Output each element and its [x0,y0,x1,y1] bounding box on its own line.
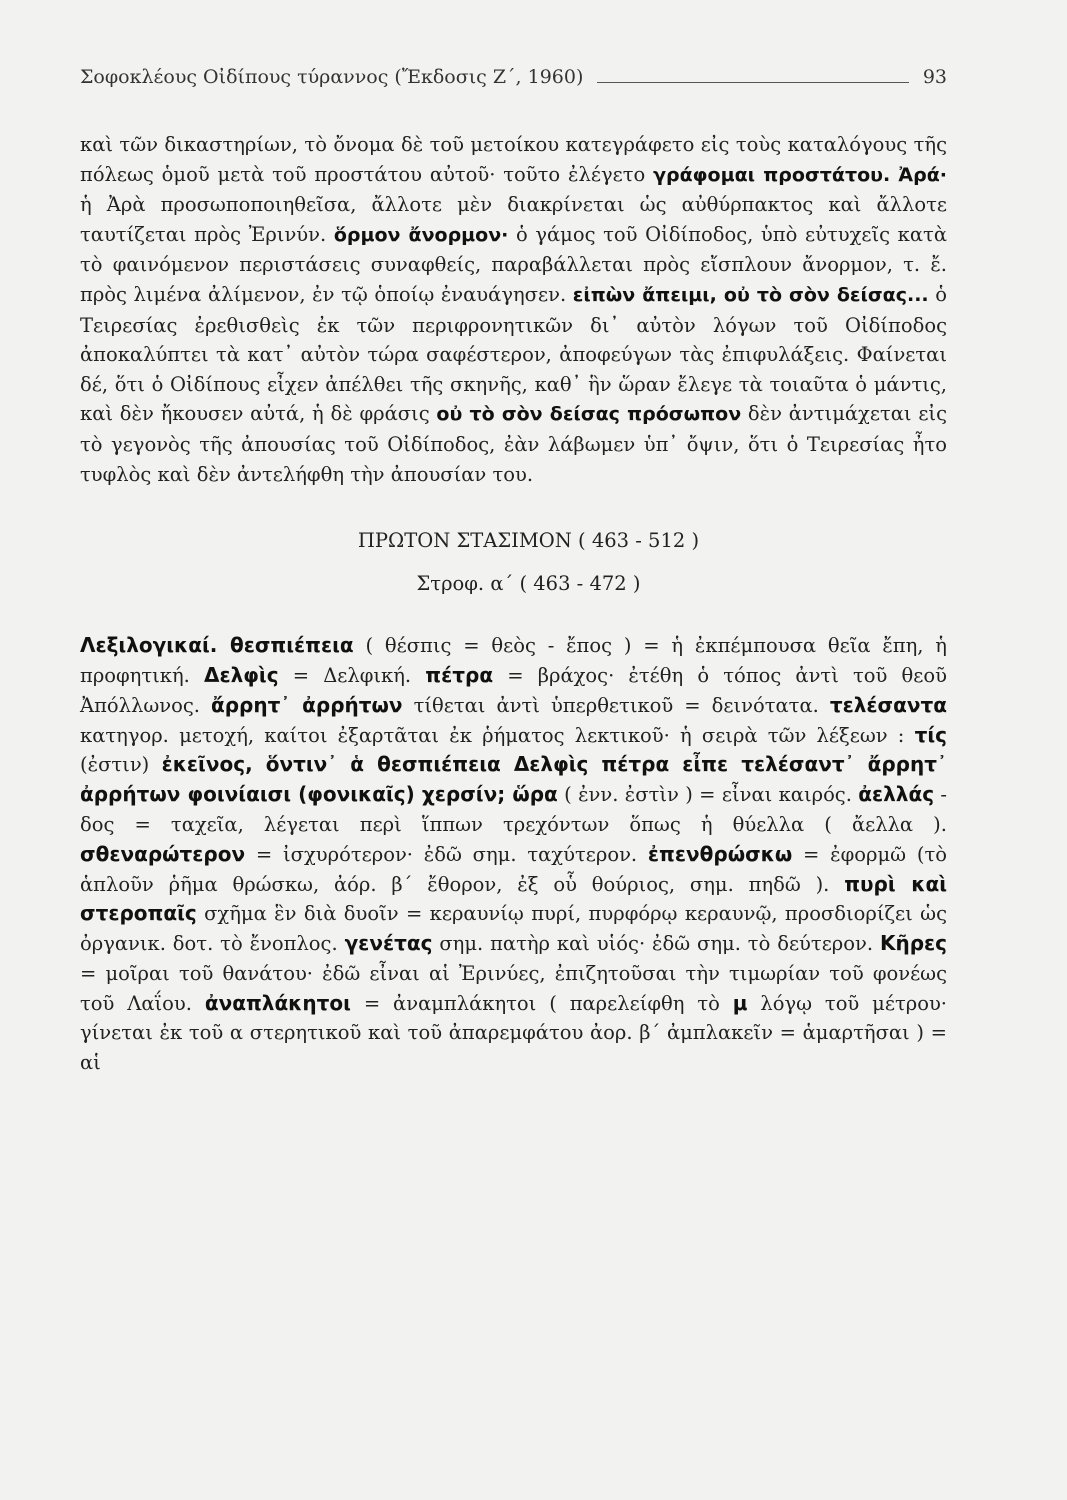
lemma: τίς [914,722,947,747]
strophe-title: Στροφ. α΄ ( 463 - 472 ) [416,572,641,596]
lemma: οὐ τὸ σὸν δείσας πρόσωπον [436,403,742,426]
text-span: ( ἐνν. ἐστὶν ) = εἶναι καιρός. [557,783,859,807]
lemma: ἀναπλάκητοι [204,990,351,1015]
running-header [80,58,947,88]
text-span: (ἐστιν) [80,753,162,777]
lemma: σθεναρώτερον [80,841,246,866]
commentary-paragraph-2 [80,631,947,1078]
text-span: ( θέσπις = θεὸς - ἔπος ) = ἡ ἐκπέμπουσα θεῖα ἔπη, ἡ προφητική. [80,634,947,687]
text-span: δὲν ἀντιμάχεται εἰς τὸ γεγονὸς τῆς ἀπουσίας τοῦ Οἰδίποδος, ἐὰν λάβωμεν ὑπ᾽ ὄψιν, ὅτι ὁ Τειρεσίας ἦτο τυφλὸς καὶ δὲν ἀντελήφθη τὴν ἀπουσίαν του. [80,402,948,486]
commentary-paragraph-1 [80,130,947,489]
running-title: Σοφοκλέους Οἰδίπους τύραννος (Ἔκδοσις Ζ΄, 1960) [80,66,584,88]
lemma: πέτρα [425,662,494,687]
text-span: = ἀναμπλάκητοι ( παρελείφθη τὸ [350,991,733,1015]
lemma: Δελφὶς [204,662,279,687]
text-span: λόγῳ τοῦ μέτρου· γίνεται ἐκ τοῦ α στερητικοῦ καὶ τοῦ ἀπαρεμφάτου ἀορ. β΄ ἀμπλακεῖν = ἁμαρτῆσαι ) = αἱ [80,991,947,1075]
lemma: ἐπενθρώσκω [647,841,793,866]
section-title: ΠΡΩΤΟΝ ΣΤΑΣΙΜΟΝ ( 463 - 512 ) [357,529,700,553]
text-span: κατηγορ. μετοχή, καίτοι ἐξαρτᾶται ἐκ ῥήματος λεκτικοῦ· ἡ σειρὰ τῶν λέξεων : [80,723,915,747]
lemma: γράφομαι προστάτου. Ἀρά· [653,163,947,186]
text-span: ὁ γάμος τοῦ Οἰδίποδος, ὑπὸ εὐτυχεῖς κατὰ τὸ φαινόμενον περιστάσεις συναφθείς, παραβάλλεται πρὸς εἴσπλουν ἄνορμον, τ. ἔ. πρὸς λιμένα ἀλίμενον, ἐν τῷ ὁποίῳ ἐναυάγησεν. [80,222,947,306]
text-span: σημ. πατὴρ καὶ υἱός· ἐδῶ σημ. τὸ δεύτερον. [432,932,880,956]
lemma: μ [732,990,748,1015]
text-span: = μοῖραι τοῦ θανάτου· ἐδῶ εἶναι αἱ Ἐρινύες, ἐπιζητοῦσαι τὴν τιμωρίαν τοῦ φονέως τοῦ Λαΐου. [80,961,947,1015]
text-span: ὁ Τειρεσίας ἐρεθισθεὶς ἐκ τῶν περιφρονητικῶν δι᾽ αὐτὸν λόγων τοῦ Οἰδίποδος ἀποκαλύπτει τὰ κατ᾽ αὐτὸν τώρα σαφέστερον, ἀποφεύγων τὰς ἐπιφυλάξεις. Φαίνεται δέ, ὅτι ὁ Οἰδίπους εἶχεν ἀπέλθει τῆς σκηνῆς, καθ᾽ ἣν ὥραν ἔλεγε τὰ τοιαῦτα ὁ μάντις, καὶ δὲν ἤκουσεν αὐτά, ἡ δὲ φράσις [80,282,948,426]
page-number: 93 [922,66,947,88]
lemma: εἰπὼν ἄπειμι, οὐ τὸ σὸν δείσας... [572,283,929,306]
lemma: ἀελλάς [858,782,935,807]
text-span: σχῆμα ἓν διὰ δυοῖν = κεραυνίῳ πυρί, πυρφόρῳ κεραυνῷ, προσδιορίζει ὡς ὀργανικ. δοτ. τὸ ἔνοπλος. [80,902,947,956]
text-span: = ἐφορμῶ (τὸ ἁπλοῦν ῥῆμα θρώσκω, ἀόρ. β΄ ἔθορον, ἐξ οὗ θούριος, σημ. πηδῶ ). [80,842,947,896]
text-span: = ἰσχυρότερον· ἐδῶ σημ. ταχύτερον. [245,842,648,866]
header-rule [597,82,908,83]
text-span: - δος = ταχεῖα, λέγεται περὶ ἵππων τρεχόντων ὅπως ἡ θύελλα ( ἄελλα ). [80,783,947,836]
lemma: ἄρρητ᾽ ἀρρήτων [211,692,403,717]
text-span: τίθεται ἀντὶ ὑπερθετικοῦ = δεινότατα. [402,693,830,717]
text-span: καὶ τῶν δικαστηρίων, τὸ ὄνομα δὲ τοῦ μετοίκου κατεγράφετο εἰς τοὺς καταλόγους τῆς πόλεως ὁμοῦ μετὰ τοῦ προστάτου αὐτοῦ· τοῦτο ἐλέγετο [80,133,947,186]
lemma: πυρὶ καὶ στεροπαῖς [80,871,947,926]
lemma: Κῆρες [879,931,947,956]
text-span: ἡ Ἀρὰ προσωποποιηθεῖσα, ἄλλοτε μὲν διακρίνεται ὡς αὐθύρπακτος καὶ ἄλλοτε ταυτίζεται πρὸς Ἐρινύν. [80,193,947,246]
lemma: γενέτας [344,931,433,956]
lemma: τελέσαντα [829,692,947,717]
text-span: = βράχος· ἐτέθη ὁ τόπος ἀντὶ τοῦ θεοῦ Ἀπόλλωνος. [80,663,947,717]
lemma: Λεξιλογικαί. θεσπιέπεια [80,633,354,658]
lemma: ἐκεῖνος, ὅντιν᾽ ἁ θεσπιέπεια Δελφὶς πέτρα εἶπε τελέσαντ᾽ ἄρρητ᾽ ἀρρήτων φοινίαισι (φονικαῖς) χερσίν; ὥρα [80,752,948,807]
text-span: = Δελφική. [278,663,426,687]
lemma: ὅρμον ἄνορμον· [333,223,509,246]
